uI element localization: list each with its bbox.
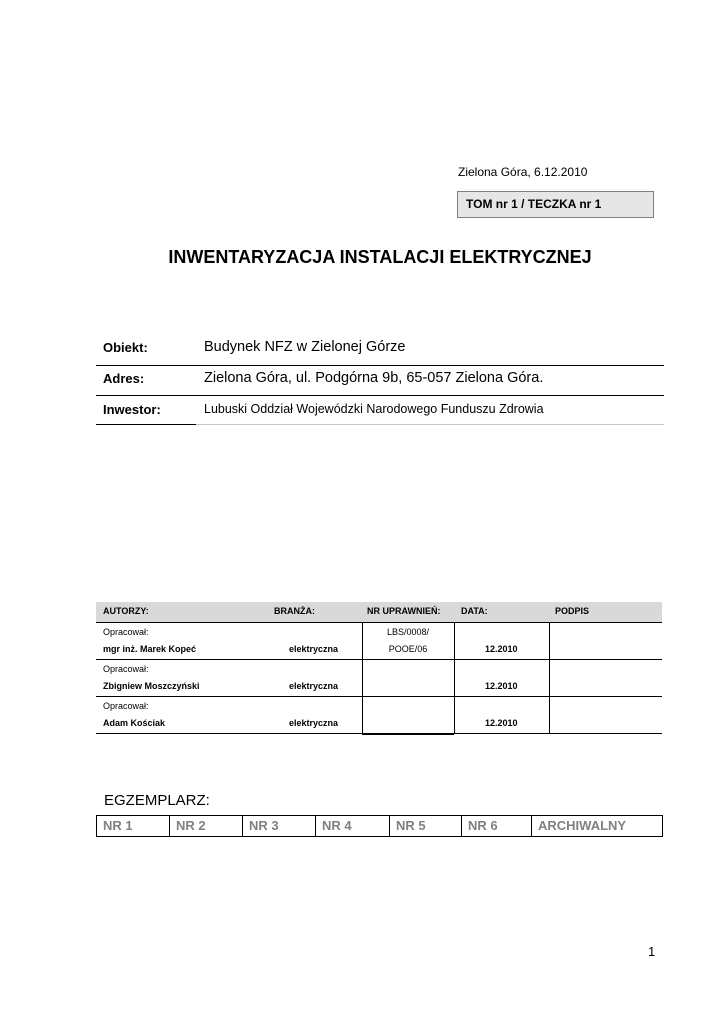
- author-branza: elektryczna: [289, 644, 339, 654]
- info-row-obiekt: [96, 333, 664, 366]
- obiekt-label: Obiekt:: [103, 340, 148, 355]
- inwestor-label: Inwestor:: [103, 402, 161, 417]
- egzemplarz-cell: NR 3: [243, 816, 316, 836]
- authors-table: [96, 602, 662, 734]
- info-row-inwestor: [96, 396, 664, 425]
- table-row: [96, 660, 662, 697]
- row-caption: Opracował:: [103, 701, 149, 711]
- author-uprawnienia-line1: LBS/0008/: [386, 627, 430, 637]
- egzemplarz-cell: NR 5: [390, 816, 462, 836]
- egzemplarz-cell: ARCHIWALNY: [538, 818, 627, 833]
- author-data: 12.2010: [485, 681, 518, 691]
- table-row: [96, 623, 662, 660]
- authors-header-row: [96, 602, 662, 623]
- header-autorzy: AUTORZY:: [103, 606, 149, 616]
- egzemplarz-cell: NR 2: [170, 816, 243, 836]
- tom-box: TOM nr 1 / TECZKA nr 1: [457, 191, 654, 218]
- inwestor-value: Lubuski Oddział Wojewódzki Narodowego Funduszu Zdrowia: [204, 402, 544, 416]
- egzemplarz-cell: NR 1: [97, 816, 170, 836]
- row-caption: Opracował:: [103, 627, 149, 637]
- header-podpis: PODPIS: [555, 606, 590, 616]
- egzemplarz-cell: NR 4: [316, 816, 390, 836]
- author-data: 12.2010: [485, 718, 518, 728]
- header-data: DATA:: [461, 606, 488, 616]
- author-branza: elektryczna: [289, 718, 339, 728]
- author-name: mgr inż. Marek Kopeć: [103, 644, 197, 654]
- egzemplarz-table: [96, 815, 663, 837]
- author-data: 12.2010: [485, 644, 518, 654]
- page-number: 1: [648, 944, 656, 959]
- header-nr-uprawnien: NR UPRAWNIEŃ:: [367, 606, 441, 616]
- document-title: INWENTARYZACJA INSTALACJI ELEKTRYCZNEJ: [168, 247, 592, 267]
- egzemplarz-cell: NR 6: [462, 816, 532, 836]
- author-uprawnienia-line2: POOE/06: [388, 644, 428, 654]
- header-branza: BRANŻA:: [274, 606, 315, 616]
- adres-value: Zielona Góra, ul. Podgórna 9b, 65-057 Zielona Góra.: [204, 370, 544, 386]
- adres-label: Adres:: [103, 371, 145, 386]
- author-branza: elektryczna: [289, 681, 339, 691]
- info-table: [96, 333, 664, 425]
- place-date: Zielona Góra, 6.12.2010: [458, 165, 588, 179]
- author-name: Zbigniew Moszczyński: [103, 681, 200, 691]
- info-row-adres: [96, 366, 664, 396]
- author-name: Adam Kościak: [103, 718, 166, 728]
- obiekt-value: Budynek NFZ w Zielonej Górze: [204, 339, 406, 355]
- egzemplarz-label: EGZEMPLARZ:: [104, 792, 210, 809]
- row-caption: Opracował:: [103, 664, 149, 674]
- table-row: [96, 697, 662, 734]
